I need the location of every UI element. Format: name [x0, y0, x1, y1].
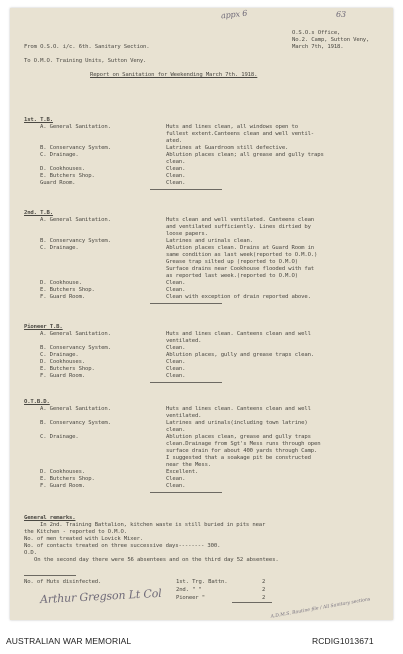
- remark-line: On the second day there were 56 absentees and on the third day 52 absentees.: [34, 557, 279, 563]
- section-item-text: Latrines at Guardroom still defective.: [166, 145, 289, 151]
- disinfected-label: No. of Huts disinfected.: [24, 579, 102, 585]
- section-item-text: loose papers.: [166, 231, 208, 237]
- camp-line: No.2. Camp, Sutton Veny,: [292, 37, 370, 43]
- section-item-text: clean.: [166, 427, 186, 433]
- disinfected-unit: 1st. Trg. Battn.: [176, 579, 228, 585]
- archive-annotation: appx 6: [220, 8, 248, 21]
- divider: [232, 602, 272, 603]
- section-item-label: Guard Room.: [40, 180, 76, 186]
- section-item-label: C. Drainage.: [40, 152, 79, 158]
- section-title: Pioneer T.B.: [24, 324, 63, 330]
- section-item-text: Excellent.: [166, 469, 199, 475]
- section-item-text: as reported last week.(reported to O.M.O): [166, 273, 298, 279]
- section-item-text: surface drain for about 400 yards through Camp.: [166, 448, 318, 454]
- disinfected-value: 2: [262, 579, 266, 585]
- section-item-text: Clean.: [166, 280, 186, 286]
- section-item-text: I suggested that a soakage pit be constructed: [166, 455, 311, 461]
- section-divider: [150, 303, 222, 304]
- section-item-label: A. General Sanitation.: [40, 406, 111, 412]
- general-remarks-title: General remarks.: [24, 515, 76, 521]
- report-title: Report on Sanitation for Weekending March 7th. 1918.: [90, 72, 258, 78]
- section-item-text: Ablution places clean. Drains at Guard Room in: [166, 245, 315, 251]
- remark-line: In 2nd. Training Battalion, kitchen waste is still buried in pits near: [40, 522, 266, 528]
- section-item-label: C. Drainage.: [40, 434, 79, 440]
- section-item-label: B. Conservancy System.: [40, 420, 111, 426]
- section-item-label: E. Butchers Shop.: [40, 366, 95, 372]
- date-line: March 7th, 1918.: [292, 44, 344, 50]
- section-item-text: ventilated.: [166, 338, 202, 344]
- section-item-text: Clean.: [166, 483, 186, 489]
- section-item-text: Huts clean and well ventilated. Canteens clean: [166, 217, 315, 223]
- footer-reference: RCDIG1013671: [312, 636, 374, 646]
- section-item-label: C. Drainage.: [40, 245, 79, 251]
- section-item-text: Huts and lines clean, all windows open to: [166, 124, 298, 130]
- from-line: From O.S.O. i/c. 6th. Sanitary Section.: [24, 44, 150, 50]
- section-item-label: D. Cookhouse.: [40, 280, 82, 286]
- signature: Arthur Gregson Lt Col: [39, 586, 162, 607]
- section-item-text: Latrines and urinals clean.: [166, 238, 253, 244]
- section-item-label: D. Cookhouses.: [40, 359, 86, 365]
- section-item-label: C. Drainage.: [40, 352, 79, 358]
- section-item-label: A. General Sanitation.: [40, 331, 111, 337]
- section-item-text: ated.: [166, 138, 183, 144]
- section-item-text: near the Mess.: [166, 462, 212, 468]
- section-item-text: ventilated.: [166, 413, 202, 419]
- remark-line: No. of men treated with Lovick Mixer.: [24, 536, 144, 542]
- section-item-text: same condition as last week(reported to O.M.O.): [166, 252, 318, 258]
- section-item-text: Clean.: [166, 173, 186, 179]
- disinfected-unit: 2nd. " ": [176, 587, 202, 593]
- section-item-text: Clean.: [166, 287, 186, 293]
- section-item-text: Grease trap silted up (reported to O.M.O): [166, 259, 298, 265]
- section-item-label: E. Butchers Shop.: [40, 173, 95, 179]
- section-item-label: E. Butchers Shop.: [40, 476, 95, 482]
- section-item-text: Clean.: [166, 366, 186, 372]
- remark-line: the Kitchen - reported to O.M.O.: [24, 529, 127, 535]
- section-item-text: Clean with exception of drain reported above.: [166, 294, 311, 300]
- section-item-label: A. General Sanitation.: [40, 217, 111, 223]
- section-item-label: F. Guard Room.: [40, 373, 86, 379]
- section-item-label: F. Guard Room.: [40, 294, 86, 300]
- section-item-text: and ventilated sufficiently. Lines dirtied by: [166, 224, 311, 230]
- disinfected-value: 2: [262, 587, 266, 593]
- section-item-text: Ablution places clean, grease and gully traps: [166, 434, 311, 440]
- section-item-text: Latrines and urinals(including town latrine): [166, 420, 308, 426]
- section-item-text: fullest extent.Canteens clean and well ventil-: [166, 131, 315, 137]
- section-title: O.T.B.D.: [24, 399, 50, 405]
- section-divider: [150, 492, 222, 493]
- to-line: To O.M.O. Training Units, Sutton Veny.: [24, 58, 147, 64]
- section-item-text: Clean.: [166, 476, 186, 482]
- section-item-label: A. General Sanitation.: [40, 124, 111, 130]
- section-item-label: B. Conservancy System.: [40, 238, 111, 244]
- remark-line: O.D.: [24, 550, 37, 556]
- section-item-text: Clean.: [166, 359, 186, 365]
- divider: [24, 575, 76, 576]
- section-title: 1st. T.B.: [24, 117, 53, 123]
- section-divider: [150, 382, 222, 383]
- marginal-note: A.D.M.S. Routine file / All Sanitary sections: [270, 597, 371, 620]
- section-item-text: Surface drains near Cookhouse flooded with fat: [166, 266, 315, 272]
- section-item-text: clean.Drainage from Sgt's Mess runs through open: [166, 441, 321, 447]
- section-title: 2nd. T.B.: [24, 210, 53, 216]
- remark-line: No. of contacts treated on three successive days-------- 300.: [24, 543, 221, 549]
- section-item-text: Clean.: [166, 166, 186, 172]
- section-item-text: Clean.: [166, 345, 186, 351]
- section-item-text: Clean.: [166, 180, 186, 186]
- section-item-label: D. Cookhouses.: [40, 469, 86, 475]
- section-item-label: F. Guard Room.: [40, 483, 86, 489]
- section-divider: [150, 189, 222, 190]
- section-item-label: D. Cookhouses.: [40, 166, 86, 172]
- section-item-text: Huts and lines clean. Canteens clean and well: [166, 331, 311, 337]
- section-item-text: Huts and lines clean. Canteens clean and well: [166, 406, 311, 412]
- section-item-label: B. Conservancy System.: [40, 345, 111, 351]
- section-item-text: Clean.: [166, 373, 186, 379]
- section-item-label: B. Conservancy System.: [40, 145, 111, 151]
- section-item-text: Ablution places, gully and grease traps clean.: [166, 352, 315, 358]
- office-line: O.S.O.s Office,: [292, 30, 341, 36]
- section-item-label: E. Butchers Shop.: [40, 287, 95, 293]
- disinfected-unit: Pioneer ": [176, 595, 205, 601]
- footer-credit: AUSTRALIAN WAR MEMORIAL: [6, 636, 132, 646]
- section-item-text: clean.: [166, 159, 186, 165]
- page-number-annotation: 63: [336, 10, 346, 19]
- disinfected-value: 2: [262, 595, 266, 601]
- section-item-text: Ablution places clean; all grease and gully traps: [166, 152, 324, 158]
